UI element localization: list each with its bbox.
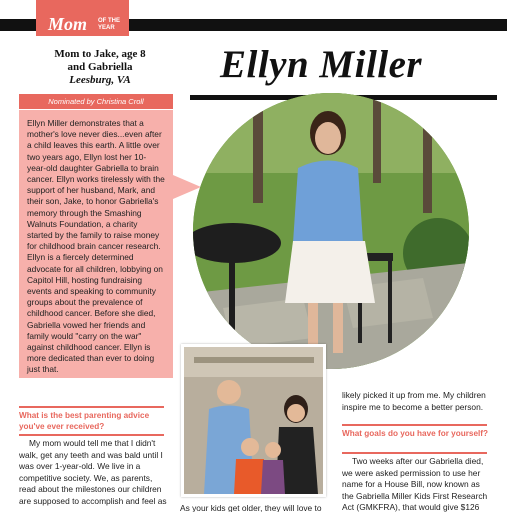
portrait-photo <box>193 93 469 369</box>
bio-box <box>19 110 173 378</box>
section-sup <box>98 18 120 32</box>
answer-1-right: likely picked it up from me. My children inspire me to become a better person. <box>342 390 486 412</box>
question-rule-bottom <box>19 434 164 436</box>
nominated-by: Nominated by Christina Croll <box>19 94 173 109</box>
question-1: What is the best parenting advice you've ever received? <box>19 411 150 431</box>
answer-1-continued: As your kids get older, they will love to <box>180 503 322 512</box>
profile-line1: Mom to Jake, age 8 <box>54 48 146 60</box>
section-sup-line1: OF THE <box>98 18 120 24</box>
answer-2: Two weeks after our Gabriella died, we were asked permission to use her name for a House Bill, now known as the Gabriella Miller Kids First Research Act (GMKFRA), that would give $126 <box>342 456 488 512</box>
question-rule <box>19 406 164 408</box>
page-title: Ellyn Miller <box>220 43 423 86</box>
section-sup-line2: YEAR <box>98 25 115 31</box>
answer-1: My mom would tell me that I didn't walk, get any teeth and was bald until I was over 1-year-old. We live in a competitive society. We, as parents, read about the milestones our children are supposed to accomplish and feel as <box>19 438 167 506</box>
question-2-rule <box>342 424 487 426</box>
profile-location: Leesburg, VA <box>69 74 131 86</box>
profile-line2: and Gabriella <box>67 61 133 73</box>
question-2: What goals do you have for yourself? <box>342 429 489 438</box>
family-photo <box>181 344 326 497</box>
profile-subtitle <box>40 48 160 87</box>
section-label: Mom <box>48 14 88 34</box>
question-2-rule-bottom <box>342 452 487 454</box>
bio-text: Ellyn Miller demonstrates that a mother's love never dies...even after a child leaves this earth. A little over two years ago, Ellyn lost her 10-year-old daughter Gabriella to brain cancer. Ellyn works tirelessly with the support of her husband, Mark, and their son, Jake, to honor Gabriella's memory through the Smashing Walnuts Foundation, a charity started by the family to raise money for childhood brain cancer research. Ellyn is a fiercely determined advocate for all children, lobbying on Capitol Hill, hosting fundraising events and speaking to community groups about the prevalence of childhood cancer. Before she died, Gabriella vowed her friends and family would "carry on the war" against childhood cancer. Ellyn is more dedicated than ever to doing just that. <box>27 118 165 375</box>
portrait-illustration <box>193 93 469 369</box>
family-illustration <box>184 347 323 494</box>
